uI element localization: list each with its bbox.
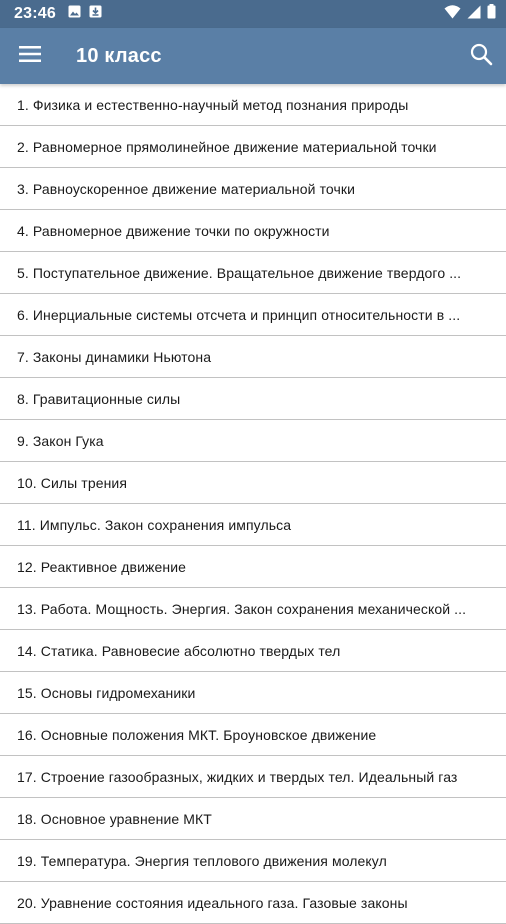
battery-icon — [487, 4, 496, 24]
list-item[interactable] — [0, 168, 506, 210]
list-item-label: 4. Равномерное движение точки по окружности — [17, 222, 330, 239]
list-item-label: 13. Работа. Мощность. Энергия. Закон сохранения механической ... — [17, 600, 467, 617]
list-item[interactable] — [0, 756, 506, 798]
list-item-label: 15. Основы гидромеханики — [17, 684, 196, 701]
list-item-label: 12. Реактивное движение — [17, 558, 187, 575]
download-icon — [89, 5, 102, 23]
topic-list — [0, 84, 506, 911]
list-item-label: 5. Поступательное движение. Вращательное движение твердого ... — [17, 264, 462, 281]
list-item[interactable] — [0, 630, 506, 672]
list-item[interactable] — [0, 714, 506, 756]
list-item-label: 20. Уравнение состояния идеального газа. Газовые законы — [17, 894, 408, 911]
list-item[interactable] — [0, 336, 506, 378]
list-item-label: 6. Инерциальные системы отсчета и принцип относительности в ... — [17, 306, 461, 323]
list-item[interactable] — [0, 798, 506, 840]
list-item-label: 10. Силы трения — [17, 474, 128, 491]
list-item-label: 19. Температура. Энергия теплового движения молекул — [17, 852, 387, 869]
page-title: 10 класс — [76, 44, 162, 67]
menu-button[interactable] — [0, 28, 60, 84]
image-icon — [68, 5, 81, 23]
list-item-label: 2. Равномерное прямолинейное движение материальной точки — [17, 138, 437, 155]
hamburger-menu-icon — [19, 46, 41, 67]
list-item[interactable] — [0, 294, 506, 336]
list-item[interactable] — [0, 84, 506, 126]
list-item[interactable] — [0, 840, 506, 882]
notification-icons — [68, 5, 102, 23]
status-time: 23:46 — [14, 5, 56, 22]
list-item[interactable] — [0, 420, 506, 462]
list-item[interactable] — [0, 882, 506, 924]
list-item-label: 9. Закон Гука — [17, 432, 104, 449]
signal-icon — [467, 5, 481, 24]
list-item[interactable] — [0, 210, 506, 252]
list-item[interactable] — [0, 546, 506, 588]
system-icons — [444, 4, 496, 24]
list-item[interactable] — [0, 672, 506, 714]
search-icon — [469, 42, 493, 71]
list-item-label: 16. Основные положения МКТ. Броуновское движение — [17, 726, 377, 743]
list-item-label: 18. Основное уравнение МКТ — [17, 810, 212, 827]
list-item[interactable] — [0, 504, 506, 546]
list-item-label: 8. Гравитационные силы — [17, 390, 181, 407]
list-item[interactable] — [0, 378, 506, 420]
list-item-label: 14. Статика. Равновесие абсолютно твердых тел — [17, 642, 341, 659]
list-item-label: 17. Строение газообразных, жидких и твердых тел. Идеальный газ — [17, 768, 458, 785]
list-item-label: 1. Физика и естественно-научный метод познания природы — [17, 96, 409, 113]
list-item-label: 7. Законы динамики Ньютона — [17, 348, 212, 365]
list-item[interactable] — [0, 252, 506, 294]
wifi-icon — [444, 5, 461, 24]
list-item[interactable] — [0, 588, 506, 630]
list-item-label: 11. Импульс. Закон сохранения импульса — [17, 516, 292, 533]
list-item-label: 3. Равноускоренное движение материальной точки — [17, 180, 356, 197]
status-bar — [0, 0, 506, 28]
app-bar — [0, 28, 506, 84]
search-button[interactable] — [456, 28, 506, 84]
list-item[interactable] — [0, 462, 506, 504]
list-item[interactable] — [0, 126, 506, 168]
